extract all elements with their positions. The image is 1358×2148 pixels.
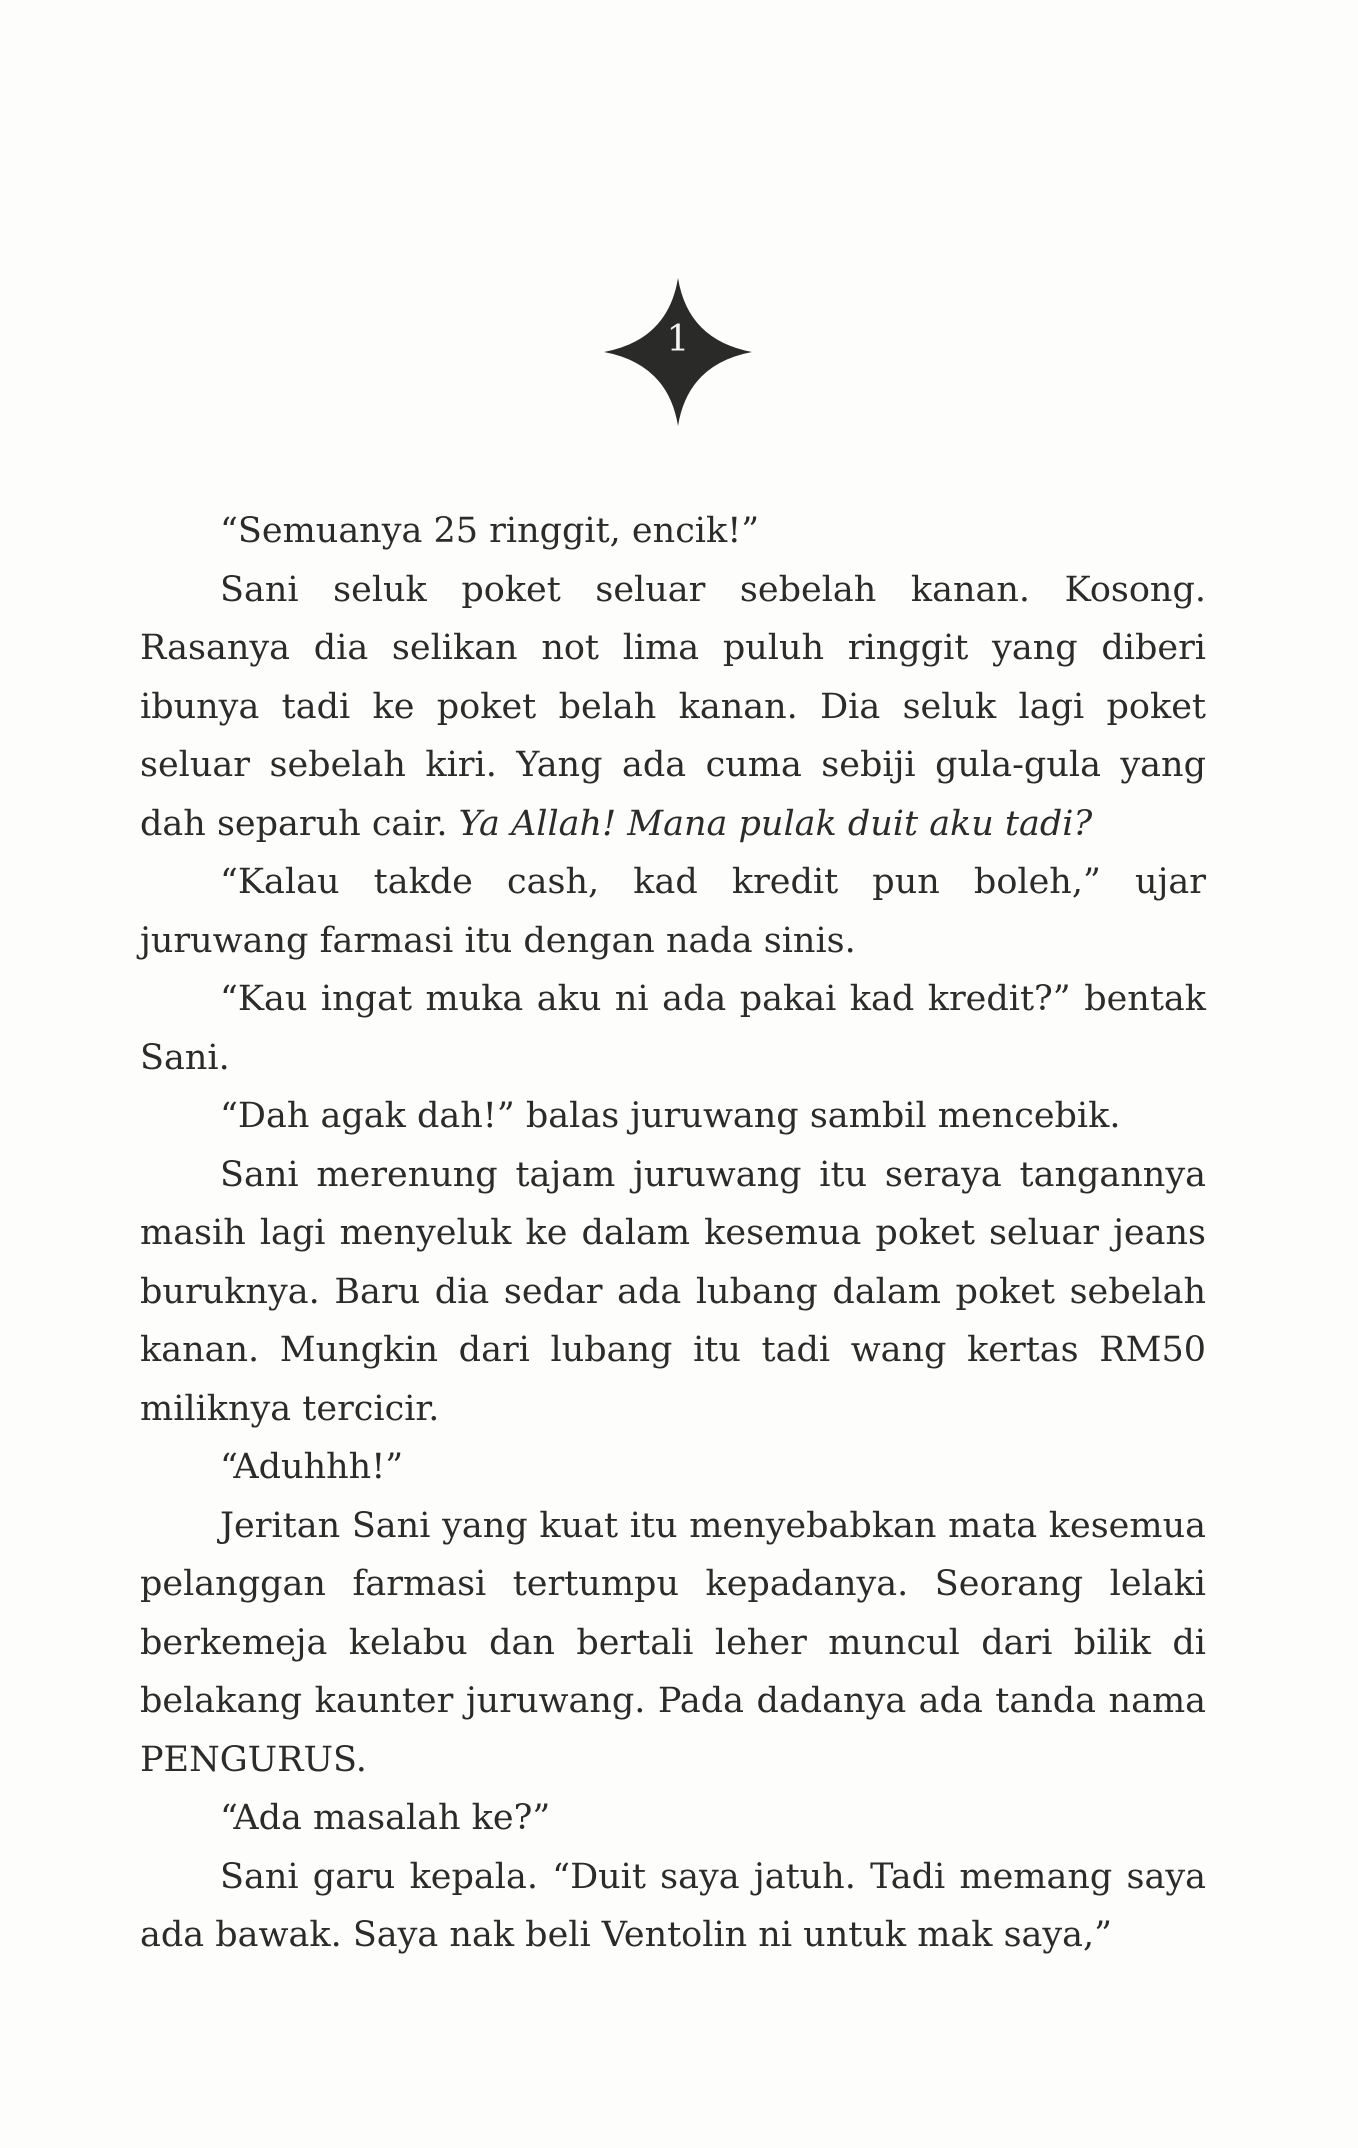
paragraph: “Semuanya 25 ringgit, encik!” [220,511,760,551]
paragraph: “Dah agak dah!” balas juruwang sambil mencebik. [220,1096,1121,1136]
paragraph: Jeritan Sani yang kuat itu menyebabkan mata kesemua pelanggan farmasi tertumpu kepadanya. Seorang lelaki berkemeja kelabu dan bertali leher muncul dari bilik di belakang kaunter juruwang. Pada dadanya ada tanda nama PENGURUS. [140,1505,1206,1780]
chapter-marker [604,278,752,426]
paragraph: Sani garu kepala. “Duit saya jatuh. Tadi memang saya ada bawak. Saya nak beli Ventolin ni untuk mak saya,” [140,1856,1206,1955]
body-text [140,502,1206,1965]
chapter-number: 1 [666,319,690,360]
paragraph: Sani merenung tajam juruwang itu seraya tangannya masih lagi menyeluk ke dalam kesemua poket seluar jeans buruknya. Baru dia sedar ada lubang dalam poket sebelah kanan. Mungkin dari lubang itu tadi wang kertas RM50 miliknya tercicir. [140,1154,1206,1429]
paragraph: “Ada masalah ke?” [220,1798,551,1838]
paragraph: Sani seluk poket seluar sebelah kanan. Kosong. Rasanya dia selikan not lima puluh ringgit yang diberi ibunya tadi ke poket belah kanan. Dia seluk lagi poket seluar sebelah kiri. Yang ada cuma sebiji gula-gula yang dah separuh cair. Ya Allah! Mana pulak duit aku tadi? [140,569,1206,844]
italic-thought: Ya Allah! Mana pulak duit aku tadi? [458,803,1093,844]
paragraph: “Kalau takde cash, kad kredit pun boleh,” ujar juruwang farmasi itu dengan nada sinis. [140,862,1206,961]
paragraph: “Aduhhh!” [220,1447,404,1487]
paragraph: “Kau ingat muka aku ni ada pakai kad kredit?” bentak Sani. [140,979,1206,1078]
